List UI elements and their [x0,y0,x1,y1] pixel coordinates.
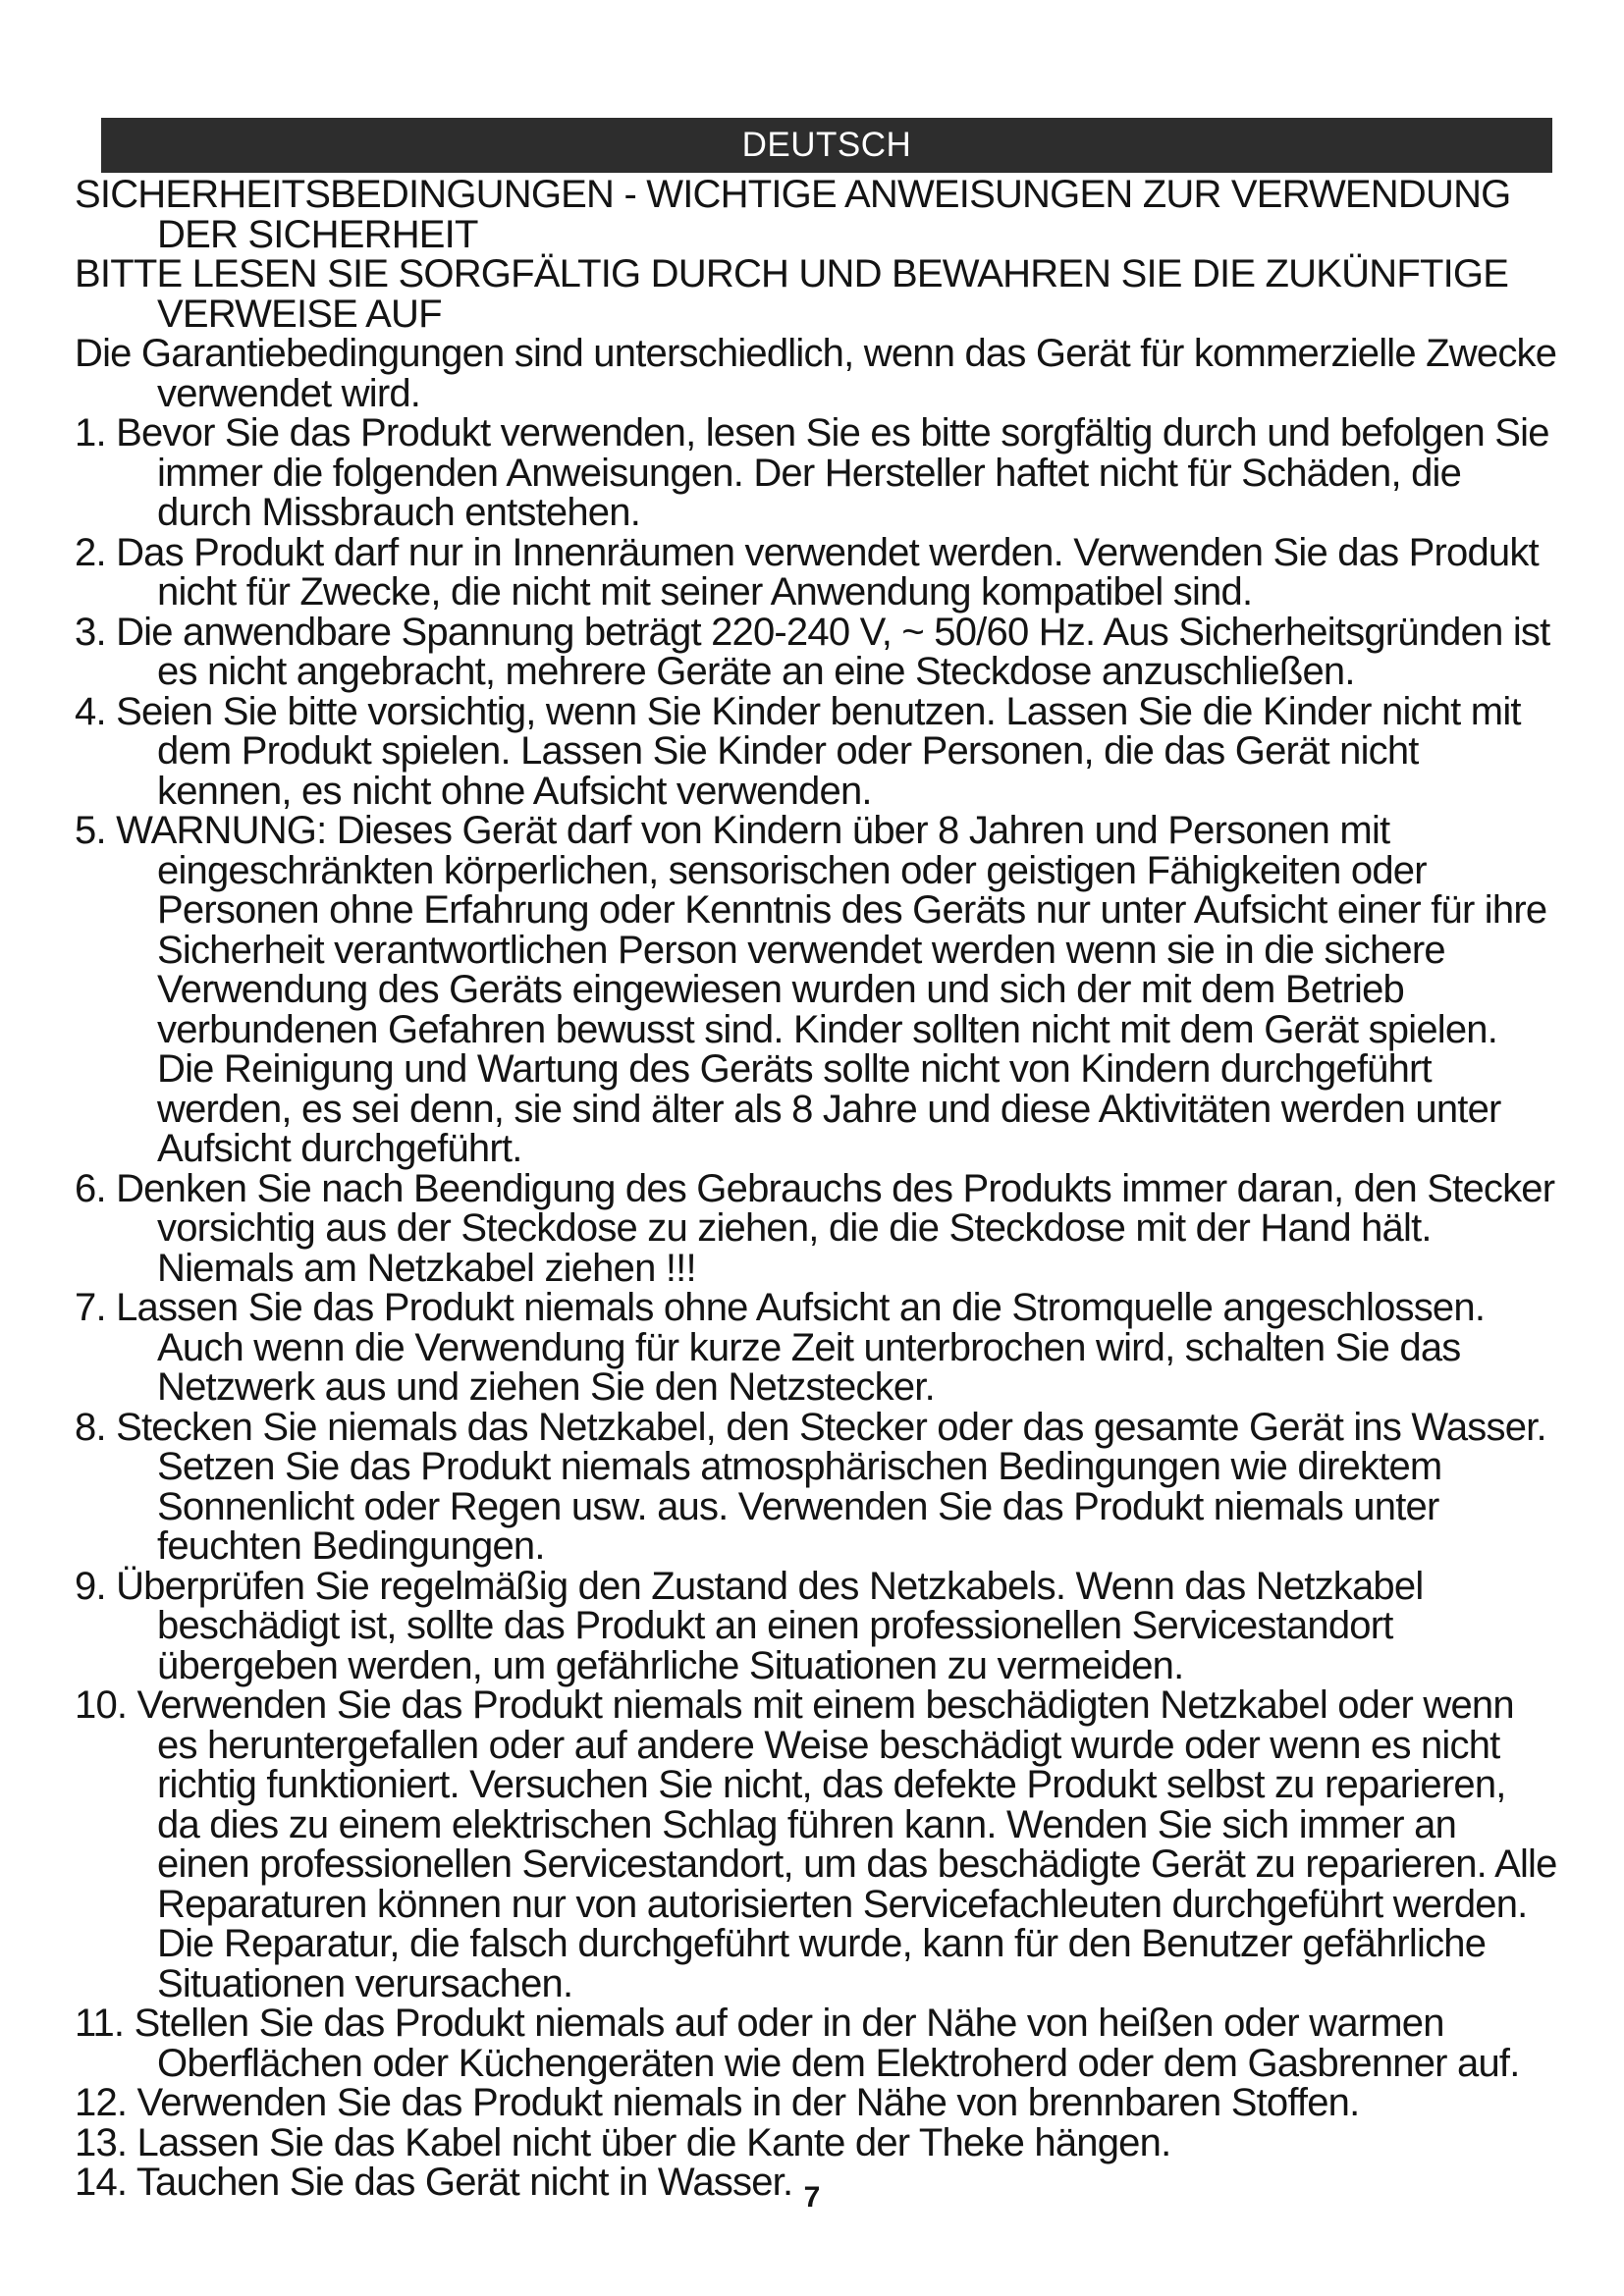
item-text: Tauchen Sie das Gerät nicht in Wasser. [135,2161,793,2204]
page-number: 7 [803,2181,821,2214]
item-text: Stellen Sie das Produkt niemals auf oder in der Nähe von heißen oder warmen Oberflächen oder Küchengeräten wie dem Elektroherd oder dem Gasbrenner auf. [134,2002,1520,2085]
list-item [75,2120,1557,2164]
item-number: 4. [75,689,106,733]
item-text: Bevor Sie das Produkt verwenden, lesen Sie es bitte sorgfältig durch und befolgen Sie immer die folgenden Anweisungen. Der Hersteller haftet nicht für Schäden, die durch Missbrauch entstehen. [116,411,1549,534]
item-text: Verwenden Sie das Produkt niemals mit einem beschädigten Netzkabel oder wenn es heruntergefallen oder auf andere Weise beschädigt wurde oder wenn es nicht richtig funktioniert. Versuchen Sie nicht, das defekte Produkt selbst zu reparieren, da dies zu einem elektrischen Schlag führen kann. Wenden Sie sich immer an einen professionellen Servicestandort, um das beschädigte Gerät zu reparieren. Alle Reparaturen können nur von autorisierten Servicefachleuten durchgeführt werden. Die Reparatur, die falsch durchgeführt wurde, kann für den Benutzer gefährliche Situationen verursachen. [136,1683,1557,2005]
safety-instructions [75,175,1557,2203]
item-number: 14. [75,2161,128,2204]
language-header-bar: DEUTSCH [101,118,1552,173]
item-number: 2. [75,530,106,574]
list-item [75,1166,1557,1290]
list-item [75,530,1557,614]
list-item [75,413,1557,533]
item-text: Die anwendbare Spannung beträgt 220-240 V, ~ 50/60 Hz. Aus Sicherheitsgründen ist es nicht angebracht, mehrere Geräte an eine Steckdose anzuschließen. [116,610,1550,693]
list-item [75,811,1557,1169]
item-number: 9. [75,1564,106,1608]
list-item [75,1564,1557,1687]
item-text: Lassen Sie das Kabel nicht über die Kante der Theke hängen. [136,2120,1171,2164]
item-number: 13. [75,2120,128,2164]
list-item [75,1685,1557,2003]
list-item [75,1405,1557,1568]
item-text: Das Produkt darf nur in Innenräumen verwendet werden. Verwenden Sie das Produkt nicht für Zwecke, die nicht mit seiner Anwendung kompatibel sind. [116,530,1539,614]
heading-safety-conditions: SICHERHEITSBEDINGUNGEN - WICHTIGE ANWEISUNGEN ZUR VERWENDUNG DER SICHERHEIT [75,173,1511,256]
item-text: Stecken Sie niemals das Netzkabel, den Stecker oder das gesamte Gerät ins Wasser. Setzen Sie das Produkt niemals atmosphärischen Bedingungen wie direktem Sonnenlicht oder Regen usw. aus. Verwenden Sie das Produkt niemals unter feuchten Bedingungen. [116,1405,1546,1568]
item-number: 12. [75,2081,128,2124]
item-text: Denken Sie nach Beendigung des Gebrauchs des Produkts immer daran, den Stecker vorsichtig aus der Steckdose zu ziehen, die die Steckdose mit der Hand hält. Niemals am Netzkabel ziehen !!! [116,1166,1555,1290]
warranty-note: Die Garantiebedingungen sind unterschiedlich, wenn das Gerät für kommerzielle Zwecke verwendet wird. [75,332,1557,415]
list-item [75,1288,1557,1408]
item-number: 3. [75,610,106,654]
item-number: 8. [75,1405,106,1449]
item-number: 10. [75,1683,128,1727]
list-item [75,2083,1557,2123]
item-number: 7. [75,1286,106,1329]
item-number: 5. [75,809,106,852]
list-item [75,689,1557,813]
item-number: 11. [75,2002,125,2045]
item-number: 6. [75,1166,106,1210]
item-text: Seien Sie bitte vorsichtig, wenn Sie Kinder benutzen. Lassen Sie die Kinder nicht mit dem Produkt spielen. Lassen Sie Kinder oder Personen, die das Gerät nicht kennen, es nicht ohne Aufsicht verwenden. [116,689,1521,813]
item-number: 1. [75,411,106,454]
item-text: WARNUNG: Dieses Gerät darf von Kindern über 8 Jahren und Personen mit eingeschränkten körperlichen, sensorischen oder geistigen Fähigkeiten oder Personen ohne Erfahrung oder Kenntnis des Geräts nur unter Aufsicht einer für ihre Sicherheit verantwortlichen Person verwendet werden wenn sie in die sichere Verwendung des Geräts eingewiesen wurden und sich der mit dem Betrieb verbundenen Gefahren bewusst sind. Kinder sollten nicht mit dem Gerät spielen. Die Reinigung und Wartung des Geräts sollte nicht von Kindern durchgeführt werden, es sei denn, sie sind älter als 8 Jahre und diese Aktivitäten werden unter Aufsicht durchgeführt. [116,809,1547,1170]
list-item [75,610,1557,693]
item-text: Überprüfen Sie regelmäßig den Zustand des Netzkabels. Wenn das Netzkabel beschädigt ist, sollte das Produkt an einen professionellen Servicestandort übergeben werden, um gefährliche Situationen zu vermeiden. [116,1564,1424,1687]
heading-read-carefully: BITTE LESEN SIE SORGFÄLTIG DURCH UND BEWAHREN SIE DIE ZUKÜNFTIGE VERWEISE AUF [75,252,1509,336]
list-item [75,2003,1557,2083]
item-text: Lassen Sie das Produkt niemals ohne Aufsicht an die Stromquelle angeschlossen. Auch wenn die Verwendung für kurze Zeit unterbrochen wird, schalten Sie das Netzwerk aus und ziehen Sie den Netzstecker. [116,1286,1486,1409]
item-text: Verwenden Sie das Produkt niemals in der Nähe von brennbaren Stoffen. [136,2081,1360,2124]
